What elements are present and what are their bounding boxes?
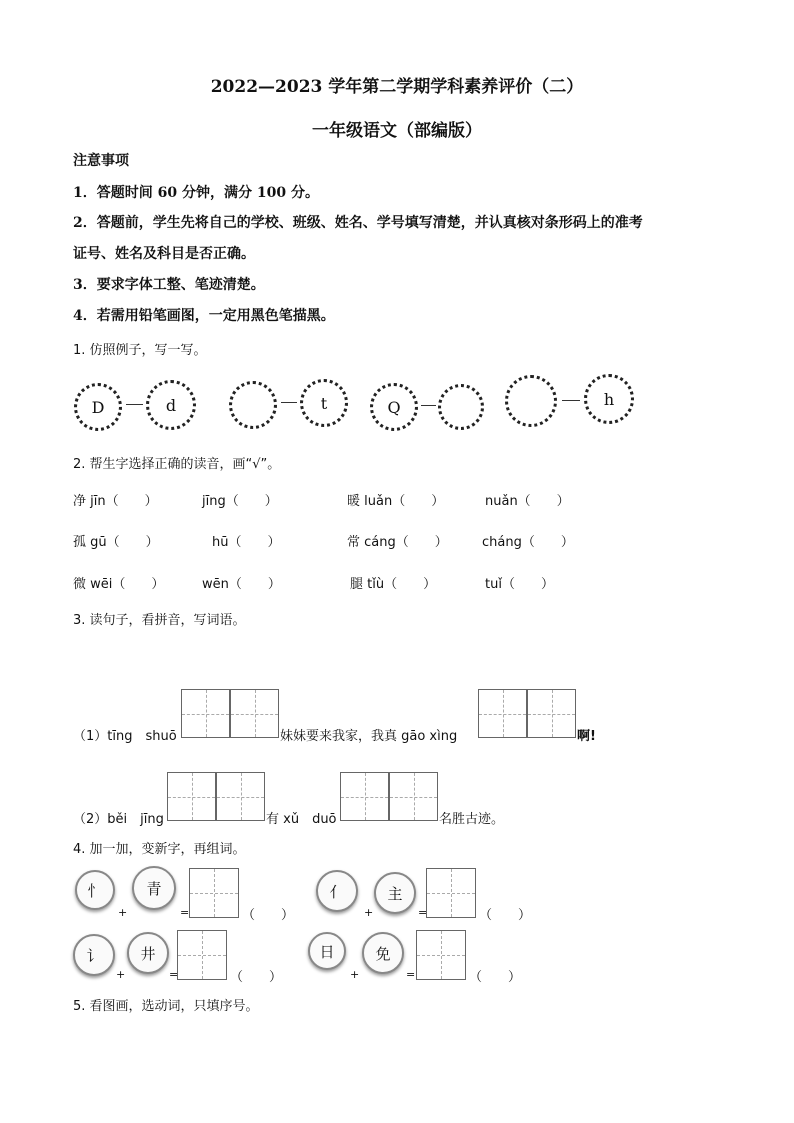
- letter-circle: D: [74, 383, 122, 431]
- equals-sign: =: [169, 968, 179, 981]
- pinyin-option[interactable]: 腿 tǐù（ ）: [350, 577, 437, 592]
- answer-paren[interactable]: （ ）: [479, 908, 532, 923]
- sentence-text: 妹妹要来我家，我真 gāo xìng: [280, 729, 458, 744]
- q4-prompt: 4. 加一加，变新字，再组词。: [73, 842, 246, 857]
- answer-paren[interactable]: （ ）: [230, 970, 283, 985]
- writing-grid[interactable]: [230, 689, 279, 738]
- q5-prompt: 5. 看图画，选动词，只填序号。: [73, 999, 259, 1014]
- writing-grid[interactable]: [416, 930, 466, 980]
- equals-sign: =: [418, 906, 428, 919]
- component-circle: 免: [362, 932, 404, 974]
- connector-dash: [562, 400, 580, 401]
- writing-grid[interactable]: [167, 772, 216, 821]
- writing-grid[interactable]: [181, 689, 230, 738]
- letter-circle-blank[interactable]: [229, 381, 277, 429]
- writing-grid[interactable]: [340, 772, 389, 821]
- sentence-text: 有 xǔ duō: [266, 812, 337, 827]
- writing-grid[interactable]: [189, 868, 239, 918]
- pinyin-option[interactable]: 孤 gū（ ）: [73, 535, 159, 550]
- letter-circle: t: [300, 379, 348, 427]
- sentence-text: （2）běi jīng: [73, 812, 164, 827]
- note-item: 1．答题时间 60 分钟，满分 100 分。: [73, 185, 319, 201]
- page-subtitle: 一年级语文（部编版）: [312, 121, 482, 141]
- connector-dash: [421, 405, 436, 406]
- writing-grid[interactable]: [177, 930, 227, 980]
- pinyin-option[interactable]: hū（ ）: [212, 535, 281, 550]
- letter-circle: Q: [370, 383, 418, 431]
- component-circle: 主: [374, 872, 416, 914]
- pinyin-option[interactable]: 净 jīn（ ）: [73, 494, 158, 509]
- pinyin-option[interactable]: wēn（ ）: [202, 577, 281, 592]
- plus-sign: +: [350, 968, 360, 981]
- pinyin-option[interactable]: 暖 luǎn（ ）: [347, 494, 445, 509]
- writing-grid[interactable]: [389, 772, 438, 821]
- equals-sign: =: [406, 968, 416, 981]
- radical-circle: 亻: [316, 870, 358, 912]
- radical-circle: 讠: [73, 934, 115, 976]
- plus-sign: +: [118, 906, 128, 919]
- writing-grid[interactable]: [426, 868, 476, 918]
- page-title: 2022—2023 学年第二学期学科素养评价（二）: [210, 77, 584, 97]
- connector-dash: [281, 402, 297, 403]
- pinyin-option[interactable]: tuǐ（ ）: [485, 577, 554, 592]
- pinyin-option[interactable]: jīng（ ）: [202, 494, 278, 509]
- note-item: 证号、姓名及科目是否正确。: [73, 246, 255, 262]
- q2-prompt: 2. 帮生字选择正确的读音，画“√”。: [73, 457, 281, 472]
- pinyin-option[interactable]: cháng（ ）: [482, 535, 574, 550]
- letter-circle: d: [146, 380, 196, 430]
- letter-circle-blank[interactable]: [505, 375, 557, 427]
- component-circle: 井: [127, 932, 169, 974]
- note-item: 2．答题前，学生先将自己的学校、班级、姓名、学号填写清楚，并认真核对条形码上的准考: [73, 215, 643, 231]
- sentence-text: （1）tīng shuō: [73, 729, 177, 744]
- pinyin-option[interactable]: 微 wēi（ ）: [73, 577, 165, 592]
- sentence-text: 名胜古迹。: [439, 812, 505, 827]
- connector-dash: [126, 404, 143, 405]
- q1-prompt: 1. 仿照例子，写一写。: [73, 343, 207, 358]
- letter-circle-blank[interactable]: [438, 384, 484, 430]
- pinyin-option[interactable]: 常 cáng（ ）: [347, 535, 448, 550]
- q3-prompt: 3. 读句子，看拼音，写词语。: [73, 613, 246, 628]
- plus-sign: +: [116, 968, 126, 981]
- pinyin-option[interactable]: nuǎn（ ）: [485, 494, 570, 509]
- equals-sign: =: [180, 906, 190, 919]
- radical-circle: 忄: [75, 870, 115, 910]
- notes-heading: 注意事项: [73, 153, 129, 169]
- answer-paren[interactable]: （ ）: [242, 908, 295, 923]
- answer-paren[interactable]: （ ）: [469, 970, 522, 985]
- writing-grid[interactable]: [527, 689, 576, 738]
- plus-sign: +: [364, 906, 374, 919]
- writing-grid[interactable]: [216, 772, 265, 821]
- radical-circle: 日: [308, 932, 346, 970]
- component-circle: 青: [132, 866, 176, 910]
- sentence-text: 啊!: [577, 729, 596, 744]
- note-item: 4．若需用铅笔画图，一定用黑色笔描黑。: [73, 308, 335, 324]
- letter-circle: h: [584, 374, 634, 424]
- note-item: 3．要求字体工整、笔迹清楚。: [73, 277, 265, 293]
- writing-grid[interactable]: [478, 689, 527, 738]
